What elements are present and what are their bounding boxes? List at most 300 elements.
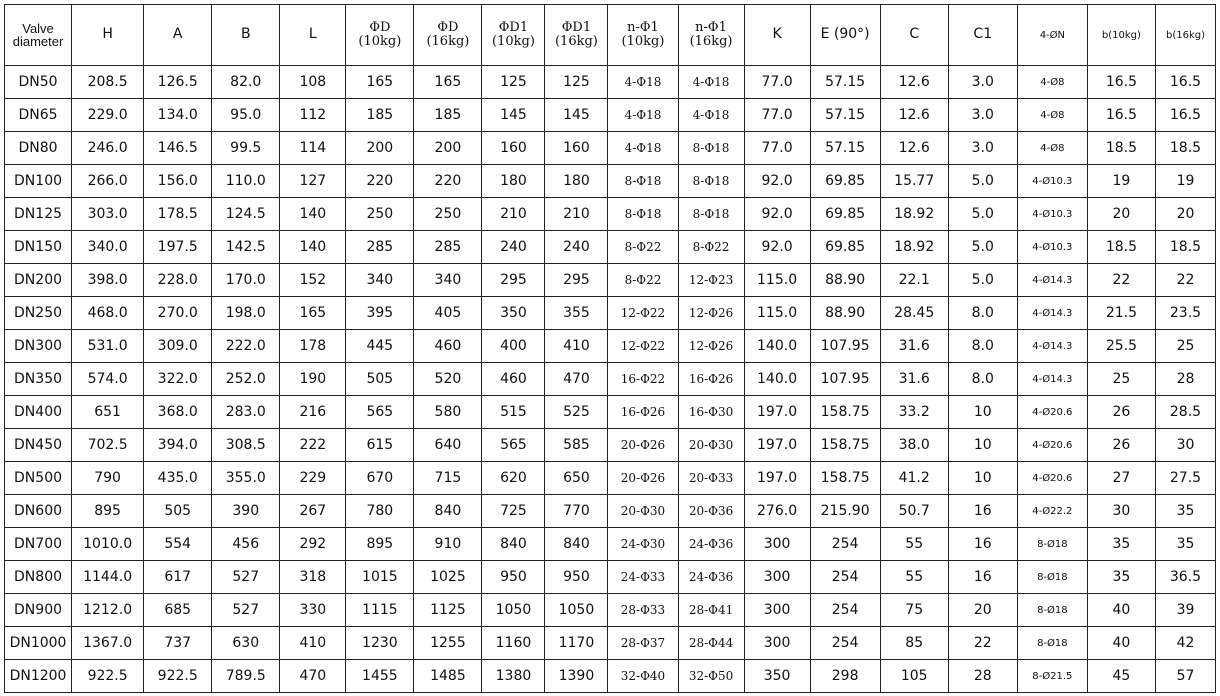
cell-B: 198.0 xyxy=(212,297,280,330)
cell-A: 146.5 xyxy=(144,132,212,165)
cell-E-90: 158.75 xyxy=(810,396,880,429)
column-header-K xyxy=(744,5,810,66)
cell-B: 95.0 xyxy=(212,99,280,132)
valve-diameter-cell: DN100 xyxy=(5,165,72,198)
cell-n-phi1-10kg: 8-Φ18 xyxy=(608,198,678,231)
valve-diameter-cell: DN200 xyxy=(5,264,72,297)
cell-phiD1-16kg: 355 xyxy=(545,297,608,330)
column-header-line: b(10kg) xyxy=(1101,29,1141,41)
cell-E-90: 107.95 xyxy=(810,363,880,396)
cell-phiD-16kg: 910 xyxy=(414,528,482,561)
cell-phiD1-16kg: 1050 xyxy=(545,594,608,627)
cell-L: 410 xyxy=(280,627,346,660)
cell-H: 1367.0 xyxy=(72,627,144,660)
valve-diameter-cell: DN125 xyxy=(5,198,72,231)
cell-phiD-10kg: 895 xyxy=(346,528,414,561)
cell-A: 228.0 xyxy=(144,264,212,297)
cell-H: 340.0 xyxy=(72,231,144,264)
cell-n-phi1-16kg: 12-Φ23 xyxy=(678,264,744,297)
cell-L: 178 xyxy=(280,330,346,363)
cell-K: 115.0 xyxy=(744,264,810,297)
cell-C: 41.2 xyxy=(880,462,948,495)
column-header-line: ΦD xyxy=(369,19,391,35)
cell-n-phi1-10kg: 8-Φ22 xyxy=(608,264,678,297)
cell-phiD1-16kg: 950 xyxy=(545,561,608,594)
cell-n-phi1-16kg: 28-Φ44 xyxy=(678,627,744,660)
cell-B: 527 xyxy=(212,594,280,627)
cell-L: 318 xyxy=(280,561,346,594)
cell-H: 1144.0 xyxy=(72,561,144,594)
table-row xyxy=(5,594,1216,627)
table-row xyxy=(5,99,1216,132)
cell-four-phiN: 4-Ø8 xyxy=(1017,132,1087,165)
column-header-line: ΦD1 xyxy=(561,19,592,35)
cell-phiD-10kg: 1455 xyxy=(346,660,414,693)
cell-C1: 3.0 xyxy=(948,99,1017,132)
cell-L: 112 xyxy=(280,99,346,132)
cell-n-phi1-16kg: 4-Φ18 xyxy=(678,66,744,99)
column-header-line: (10kg) xyxy=(621,34,665,49)
column-header-b-16kg xyxy=(1155,5,1215,66)
cell-C: 75 xyxy=(880,594,948,627)
cell-H: 266.0 xyxy=(72,165,144,198)
cell-A: 554 xyxy=(144,528,212,561)
cell-C: 55 xyxy=(880,528,948,561)
cell-phiD-10kg: 340 xyxy=(346,264,414,297)
cell-b-16kg: 36.5 xyxy=(1155,561,1215,594)
cell-b-10kg: 16.5 xyxy=(1087,99,1155,132)
cell-phiD1-16kg: 1170 xyxy=(545,627,608,660)
cell-four-phiN: 4-Ø8 xyxy=(1017,99,1087,132)
cell-E-90: 254 xyxy=(810,627,880,660)
cell-phiD-16kg: 285 xyxy=(414,231,482,264)
cell-phiD1-16kg: 410 xyxy=(545,330,608,363)
cell-C1: 5.0 xyxy=(948,264,1017,297)
cell-n-phi1-16kg: 8-Φ22 xyxy=(678,231,744,264)
cell-A: 270.0 xyxy=(144,297,212,330)
cell-phiD1-16kg: 295 xyxy=(545,264,608,297)
cell-B: 82.0 xyxy=(212,66,280,99)
cell-K: 77.0 xyxy=(744,99,810,132)
cell-phiD-16kg: 1255 xyxy=(414,627,482,660)
cell-phiD1-16kg: 240 xyxy=(545,231,608,264)
cell-b-16kg: 16.5 xyxy=(1155,66,1215,99)
cell-n-phi1-10kg: 12-Φ22 xyxy=(608,330,678,363)
cell-C: 12.6 xyxy=(880,66,948,99)
cell-b-10kg: 27 xyxy=(1087,462,1155,495)
cell-phiD-10kg: 165 xyxy=(346,66,414,99)
cell-phiD1-16kg: 160 xyxy=(545,132,608,165)
cell-four-phiN: 8-Ø18 xyxy=(1017,561,1087,594)
valve-diameter-cell: DN1200 xyxy=(5,660,72,693)
cell-phiD-10kg: 220 xyxy=(346,165,414,198)
cell-b-10kg: 35 xyxy=(1087,528,1155,561)
cell-phiD1-16kg: 210 xyxy=(545,198,608,231)
column-header-four-phiN xyxy=(1017,5,1087,66)
cell-four-phiN: 4-Ø22.2 xyxy=(1017,495,1087,528)
column-header-phiD1-10kg xyxy=(482,5,545,66)
cell-L: 190 xyxy=(280,363,346,396)
cell-H: 574.0 xyxy=(72,363,144,396)
cell-four-phiN: 8-Ø18 xyxy=(1017,627,1087,660)
cell-H: 303.0 xyxy=(72,198,144,231)
cell-b-10kg: 40 xyxy=(1087,594,1155,627)
cell-b-16kg: 39 xyxy=(1155,594,1215,627)
valve-diameter-cell: DN500 xyxy=(5,462,72,495)
cell-L: 222 xyxy=(280,429,346,462)
column-header-line: E (90°) xyxy=(820,26,870,43)
cell-n-phi1-10kg: 32-Φ40 xyxy=(608,660,678,693)
cell-n-phi1-16kg: 28-Φ41 xyxy=(678,594,744,627)
cell-four-phiN: 4-Ø8 xyxy=(1017,66,1087,99)
cell-C: 55 xyxy=(880,561,948,594)
column-header-phiD1-16kg xyxy=(545,5,608,66)
cell-phiD-10kg: 250 xyxy=(346,198,414,231)
cell-four-phiN: 4-Ø14.3 xyxy=(1017,330,1087,363)
cell-phiD1-10kg: 620 xyxy=(482,462,545,495)
valve-diameter-cell: DN300 xyxy=(5,330,72,363)
cell-L: 229 xyxy=(280,462,346,495)
column-header-line: b(16kg) xyxy=(1165,29,1205,41)
cell-n-phi1-16kg: 24-Φ36 xyxy=(678,528,744,561)
cell-n-phi1-16kg: 12-Φ26 xyxy=(678,330,744,363)
table-row xyxy=(5,561,1216,594)
table-row xyxy=(5,429,1216,462)
table-row xyxy=(5,66,1216,99)
cell-C1: 5.0 xyxy=(948,165,1017,198)
cell-K: 197.0 xyxy=(744,462,810,495)
cell-b-10kg: 20 xyxy=(1087,198,1155,231)
cell-b-16kg: 28.5 xyxy=(1155,396,1215,429)
cell-H: 246.0 xyxy=(72,132,144,165)
column-header-line: diameter xyxy=(12,34,64,49)
cell-phiD1-16kg: 125 xyxy=(545,66,608,99)
cell-phiD1-16kg: 585 xyxy=(545,429,608,462)
cell-B: 283.0 xyxy=(212,396,280,429)
cell-A: 435.0 xyxy=(144,462,212,495)
cell-E-90: 254 xyxy=(810,594,880,627)
cell-b-10kg: 26 xyxy=(1087,429,1155,462)
cell-b-16kg: 28 xyxy=(1155,363,1215,396)
cell-B: 222.0 xyxy=(212,330,280,363)
cell-phiD-10kg: 565 xyxy=(346,396,414,429)
cell-A: 134.0 xyxy=(144,99,212,132)
cell-b-10kg: 26 xyxy=(1087,396,1155,429)
cell-n-phi1-16kg: 16-Φ30 xyxy=(678,396,744,429)
table-row xyxy=(5,198,1216,231)
cell-b-16kg: 35 xyxy=(1155,528,1215,561)
cell-A: 322.0 xyxy=(144,363,212,396)
cell-B: 99.5 xyxy=(212,132,280,165)
cell-four-phiN: 4-Ø14.3 xyxy=(1017,264,1087,297)
cell-phiD-16kg: 405 xyxy=(414,297,482,330)
cell-H: 1010.0 xyxy=(72,528,144,561)
cell-A: 197.5 xyxy=(144,231,212,264)
cell-A: 156.0 xyxy=(144,165,212,198)
cell-A: 685 xyxy=(144,594,212,627)
cell-E-90: 88.90 xyxy=(810,264,880,297)
column-header-n-phi1-10kg xyxy=(608,5,678,66)
cell-n-phi1-16kg: 20-Φ33 xyxy=(678,462,744,495)
cell-C1: 8.0 xyxy=(948,297,1017,330)
cell-K: 77.0 xyxy=(744,66,810,99)
cell-phiD1-16kg: 180 xyxy=(545,165,608,198)
cell-phiD1-16kg: 525 xyxy=(545,396,608,429)
table-row xyxy=(5,165,1216,198)
cell-phiD1-16kg: 145 xyxy=(545,99,608,132)
cell-L: 165 xyxy=(280,297,346,330)
valve-diameter-cell: DN250 xyxy=(5,297,72,330)
cell-H: 895 xyxy=(72,495,144,528)
table-row xyxy=(5,231,1216,264)
cell-C: 12.6 xyxy=(880,132,948,165)
cell-n-phi1-10kg: 16-Φ26 xyxy=(608,396,678,429)
cell-C: 12.6 xyxy=(880,99,948,132)
cell-B: 124.5 xyxy=(212,198,280,231)
cell-phiD-10kg: 200 xyxy=(346,132,414,165)
cell-B: 630 xyxy=(212,627,280,660)
cell-b-10kg: 25 xyxy=(1087,363,1155,396)
cell-H: 468.0 xyxy=(72,297,144,330)
cell-phiD-10kg: 395 xyxy=(346,297,414,330)
cell-n-phi1-10kg: 4-Φ18 xyxy=(608,132,678,165)
cell-K: 140.0 xyxy=(744,363,810,396)
cell-C: 31.6 xyxy=(880,363,948,396)
cell-b-10kg: 16.5 xyxy=(1087,66,1155,99)
column-header-line: C xyxy=(909,26,920,43)
cell-B: 456 xyxy=(212,528,280,561)
cell-C1: 28 xyxy=(948,660,1017,693)
cell-phiD-16kg: 1485 xyxy=(414,660,482,693)
cell-L: 216 xyxy=(280,396,346,429)
cell-phiD1-16kg: 770 xyxy=(545,495,608,528)
table-row xyxy=(5,528,1216,561)
cell-phiD1-10kg: 460 xyxy=(482,363,545,396)
cell-E-90: 107.95 xyxy=(810,330,880,363)
cell-H: 922.5 xyxy=(72,660,144,693)
cell-phiD-16kg: 840 xyxy=(414,495,482,528)
cell-L: 292 xyxy=(280,528,346,561)
cell-b-16kg: 35 xyxy=(1155,495,1215,528)
cell-phiD-10kg: 185 xyxy=(346,99,414,132)
cell-C: 18.92 xyxy=(880,231,948,264)
cell-phiD1-10kg: 240 xyxy=(482,231,545,264)
cell-A: 126.5 xyxy=(144,66,212,99)
cell-phiD-10kg: 670 xyxy=(346,462,414,495)
cell-E-90: 69.85 xyxy=(810,165,880,198)
cell-A: 368.0 xyxy=(144,396,212,429)
cell-E-90: 254 xyxy=(810,528,880,561)
cell-B: 355.0 xyxy=(212,462,280,495)
cell-C: 31.6 xyxy=(880,330,948,363)
cell-b-10kg: 40 xyxy=(1087,627,1155,660)
cell-C: 105 xyxy=(880,660,948,693)
column-header-C xyxy=(880,5,948,66)
cell-C1: 5.0 xyxy=(948,198,1017,231)
column-header-line: n-Φ1 xyxy=(695,19,727,35)
valve-diameter-cell: DN700 xyxy=(5,528,72,561)
cell-K: 276.0 xyxy=(744,495,810,528)
cell-A: 617 xyxy=(144,561,212,594)
cell-phiD-16kg: 580 xyxy=(414,396,482,429)
cell-phiD1-10kg: 565 xyxy=(482,429,545,462)
cell-B: 142.5 xyxy=(212,231,280,264)
cell-phiD1-10kg: 180 xyxy=(482,165,545,198)
cell-E-90: 158.75 xyxy=(810,429,880,462)
column-header-b-10kg xyxy=(1087,5,1155,66)
column-header-line: H xyxy=(102,26,113,43)
cell-B: 110.0 xyxy=(212,165,280,198)
column-header-phiD-10kg xyxy=(346,5,414,66)
cell-n-phi1-10kg: 28-Φ33 xyxy=(608,594,678,627)
cell-K: 115.0 xyxy=(744,297,810,330)
cell-H: 651 xyxy=(72,396,144,429)
cell-n-phi1-16kg: 24-Φ36 xyxy=(678,561,744,594)
cell-C: 38.0 xyxy=(880,429,948,462)
cell-n-phi1-16kg: 4-Φ18 xyxy=(678,99,744,132)
table-row xyxy=(5,627,1216,660)
cell-phiD1-10kg: 125 xyxy=(482,66,545,99)
cell-phiD-10kg: 505 xyxy=(346,363,414,396)
cell-K: 92.0 xyxy=(744,231,810,264)
cell-n-phi1-10kg: 20-Φ30 xyxy=(608,495,678,528)
cell-phiD1-10kg: 145 xyxy=(482,99,545,132)
cell-H: 398.0 xyxy=(72,264,144,297)
column-header-line: 4-ØN xyxy=(1039,29,1066,41)
cell-L: 114 xyxy=(280,132,346,165)
cell-n-phi1-16kg: 8-Φ18 xyxy=(678,165,744,198)
cell-n-phi1-16kg: 8-Φ18 xyxy=(678,132,744,165)
valve-dimension-table xyxy=(4,4,1216,693)
column-header-valve-diameter xyxy=(5,5,72,66)
cell-phiD1-10kg: 1160 xyxy=(482,627,545,660)
cell-b-16kg: 16.5 xyxy=(1155,99,1215,132)
cell-phiD-10kg: 1115 xyxy=(346,594,414,627)
column-header-line: ΦD1 xyxy=(498,19,529,35)
cell-C: 50.7 xyxy=(880,495,948,528)
table-row xyxy=(5,330,1216,363)
cell-H: 1212.0 xyxy=(72,594,144,627)
cell-K: 300 xyxy=(744,594,810,627)
cell-b-10kg: 25.5 xyxy=(1087,330,1155,363)
column-header-line: L xyxy=(308,26,317,43)
cell-phiD-16kg: 185 xyxy=(414,99,482,132)
table-body xyxy=(5,66,1216,693)
cell-b-16kg: 18.5 xyxy=(1155,132,1215,165)
column-header-line: (10kg) xyxy=(358,34,402,49)
cell-phiD-10kg: 615 xyxy=(346,429,414,462)
cell-phiD1-10kg: 295 xyxy=(482,264,545,297)
valve-diameter-cell: DN900 xyxy=(5,594,72,627)
cell-E-90: 69.85 xyxy=(810,198,880,231)
cell-b-16kg: 22 xyxy=(1155,264,1215,297)
cell-b-10kg: 30 xyxy=(1087,495,1155,528)
cell-phiD-10kg: 285 xyxy=(346,231,414,264)
cell-C1: 16 xyxy=(948,561,1017,594)
cell-K: 77.0 xyxy=(744,132,810,165)
cell-four-phiN: 8-Ø18 xyxy=(1017,594,1087,627)
column-header-H xyxy=(72,5,144,66)
column-header-line: (16kg) xyxy=(689,34,733,49)
table-row xyxy=(5,132,1216,165)
cell-K: 140.0 xyxy=(744,330,810,363)
valve-diameter-cell: DN600 xyxy=(5,495,72,528)
cell-phiD1-16kg: 650 xyxy=(545,462,608,495)
cell-E-90: 57.15 xyxy=(810,132,880,165)
cell-C1: 20 xyxy=(948,594,1017,627)
cell-C1: 8.0 xyxy=(948,330,1017,363)
cell-L: 140 xyxy=(280,198,346,231)
column-header-C1 xyxy=(948,5,1017,66)
cell-K: 350 xyxy=(744,660,810,693)
cell-phiD1-16kg: 840 xyxy=(545,528,608,561)
cell-four-phiN: 4-Ø10.3 xyxy=(1017,231,1087,264)
cell-E-90: 215.90 xyxy=(810,495,880,528)
cell-B: 527 xyxy=(212,561,280,594)
valve-diameter-cell: DN800 xyxy=(5,561,72,594)
cell-phiD1-10kg: 210 xyxy=(482,198,545,231)
cell-b-10kg: 35 xyxy=(1087,561,1155,594)
cell-A: 737 xyxy=(144,627,212,660)
cell-n-phi1-16kg: 20-Φ30 xyxy=(678,429,744,462)
cell-n-phi1-10kg: 24-Φ30 xyxy=(608,528,678,561)
cell-C1: 16 xyxy=(948,528,1017,561)
cell-A: 394.0 xyxy=(144,429,212,462)
cell-C1: 16 xyxy=(948,495,1017,528)
cell-n-phi1-10kg: 20-Φ26 xyxy=(608,429,678,462)
column-header-B xyxy=(212,5,280,66)
cell-H: 208.5 xyxy=(72,66,144,99)
cell-phiD-16kg: 1025 xyxy=(414,561,482,594)
cell-phiD-16kg: 200 xyxy=(414,132,482,165)
table-row xyxy=(5,297,1216,330)
valve-diameter-cell: DN65 xyxy=(5,99,72,132)
header-row xyxy=(5,5,1216,66)
cell-b-16kg: 42 xyxy=(1155,627,1215,660)
cell-b-16kg: 25 xyxy=(1155,330,1215,363)
cell-L: 330 xyxy=(280,594,346,627)
column-header-line: (16kg) xyxy=(554,34,598,49)
valve-diameter-cell: DN450 xyxy=(5,429,72,462)
cell-K: 92.0 xyxy=(744,198,810,231)
cell-phiD1-10kg: 350 xyxy=(482,297,545,330)
column-header-line: n-Φ1 xyxy=(627,19,659,35)
cell-E-90: 88.90 xyxy=(810,297,880,330)
cell-b-10kg: 45 xyxy=(1087,660,1155,693)
cell-phiD-16kg: 340 xyxy=(414,264,482,297)
column-header-L xyxy=(280,5,346,66)
table-row xyxy=(5,495,1216,528)
cell-n-phi1-10kg: 8-Φ22 xyxy=(608,231,678,264)
cell-phiD-16kg: 715 xyxy=(414,462,482,495)
cell-four-phiN: 4-Ø14.3 xyxy=(1017,363,1087,396)
cell-n-phi1-10kg: 24-Φ33 xyxy=(608,561,678,594)
cell-E-90: 57.15 xyxy=(810,66,880,99)
cell-C1: 10 xyxy=(948,429,1017,462)
cell-b-10kg: 22 xyxy=(1087,264,1155,297)
cell-phiD-16kg: 220 xyxy=(414,165,482,198)
column-header-line: A xyxy=(172,26,183,43)
column-header-E-90 xyxy=(810,5,880,66)
cell-four-phiN: 4-Ø14.3 xyxy=(1017,297,1087,330)
cell-phiD-16kg: 460 xyxy=(414,330,482,363)
column-header-phiD-16kg xyxy=(414,5,482,66)
cell-n-phi1-16kg: 20-Φ36 xyxy=(678,495,744,528)
column-header-line: C1 xyxy=(973,26,993,43)
table-row xyxy=(5,462,1216,495)
cell-C1: 3.0 xyxy=(948,132,1017,165)
cell-n-phi1-16kg: 12-Φ26 xyxy=(678,297,744,330)
